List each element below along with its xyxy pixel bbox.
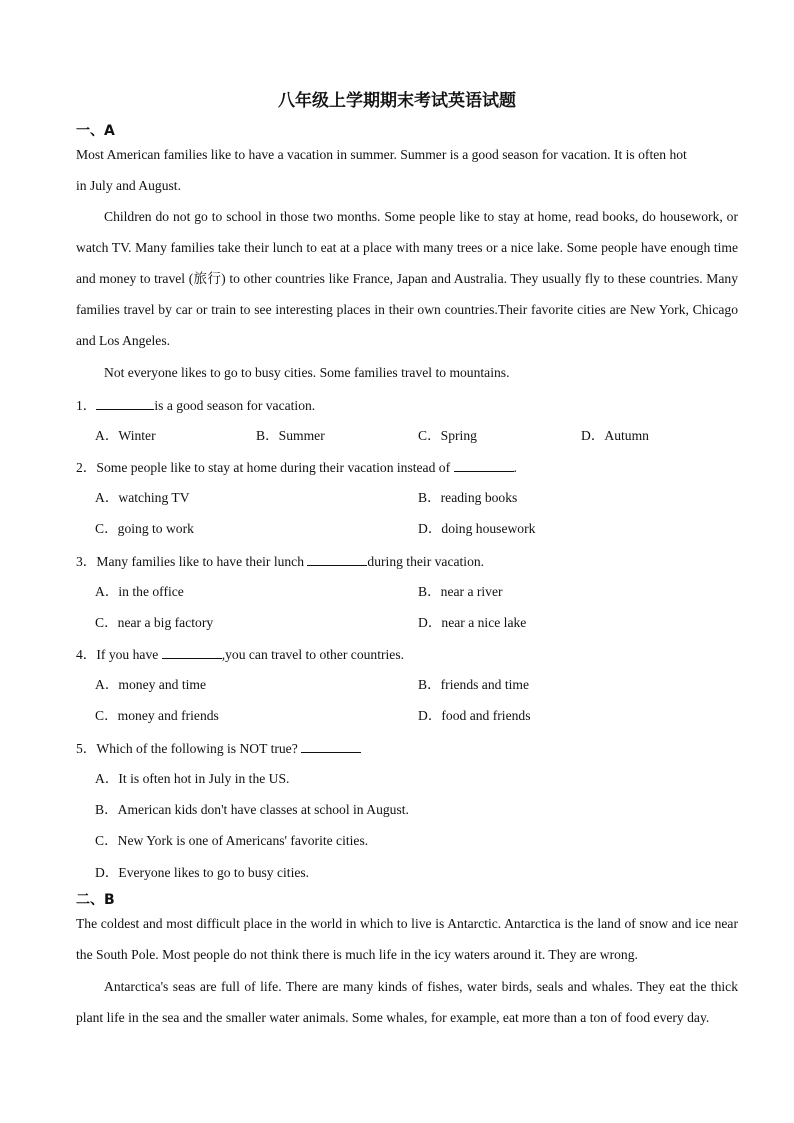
answer-blank	[96, 395, 154, 410]
option-5a: A．It is often hot in July in the US.	[95, 771, 290, 786]
option-3d: D．near a nice lake	[418, 615, 527, 630]
option-4c: C．money and friends	[95, 708, 219, 723]
passage-a-line-1: Most American families like to have a vacation in summer. Summer is a good season for vacation. It is often hot	[76, 147, 687, 162]
question-text: Many families like to have their lunch	[96, 554, 308, 569]
question-number: 4．	[76, 647, 97, 662]
question-text: If you have	[96, 647, 162, 662]
option-3c: C．near a big factory	[95, 615, 214, 630]
option-2a: A．watching TV	[95, 490, 190, 505]
option-5c: C．New York is one of Americans' favorite cities.	[95, 833, 369, 848]
answer-blank	[307, 551, 367, 566]
option-1b: B．Summer	[256, 428, 325, 443]
option-1c: C．Spring	[418, 428, 477, 443]
passage-a-paragraph-3: Not everyone likes to go to busy cities. Some families travel to mountains.	[104, 365, 510, 380]
question-number: 5．	[76, 741, 97, 756]
question-5	[76, 738, 361, 759]
option-4b: B．friends and time	[418, 677, 529, 692]
question-text: Which of the following is NOT true?	[96, 741, 302, 756]
section-a-heading: 一、A	[76, 123, 115, 139]
passage-a-line-2: in July and August.	[76, 178, 181, 193]
passage-b-paragraph-2: Antarctica's seas are full of life. There are many kinds of fishes, water birds, seals and whales. They eat the thick plant life in the sea and the smaller water animals. Some whales, for example, eat more than a ton of food every day.	[76, 979, 738, 1025]
answer-blank	[454, 457, 514, 472]
answer-blank	[301, 738, 361, 753]
option-4d: D．food and friends	[418, 708, 531, 723]
page-title: 八年级上学期期末考试英语试题	[278, 91, 516, 111]
question-text-end: ,you can travel to other countries.	[221, 647, 405, 662]
option-4a: A．money and time	[95, 677, 206, 692]
option-5b: B．American kids don't have classes at school in August.	[95, 802, 409, 817]
question-text: is a good season for vacation.	[154, 398, 316, 413]
option-5d: D．Everyone likes to go to busy cities.	[95, 865, 310, 880]
question-number: 2．	[76, 460, 97, 475]
question-text-end: during their vacation.	[367, 554, 485, 569]
question-number: 3．	[76, 554, 97, 569]
question-4	[76, 644, 404, 665]
passage-b-paragraph-1: The coldest and most difficult place in the world in which to live is Antarctic. Antarctica is the land of snow and ice near the South Pole. Most people do not think there is much life in the icy waters around it. They are wrong.	[76, 916, 738, 962]
option-3b: B．near a river	[418, 584, 503, 599]
option-1d: D．Autumn	[581, 428, 649, 443]
option-3a: A．in the office	[95, 584, 184, 599]
question-2	[76, 457, 517, 478]
section-b-heading: 二、B	[76, 892, 115, 908]
option-2c: C．going to work	[95, 521, 194, 536]
option-2b: B．reading books	[418, 490, 518, 505]
question-text-end: .	[513, 460, 517, 475]
passage-a-paragraph-2: Children do not go to school in those two months. Some people like to stay at home, read books, do housework, or watch TV. Many families take their lunch to eat at a place with many trees or a nice lake. Some people have enough time and money to travel (旅行) to other countries like France, Japan and Australia. They usually fly to these countries. Many families travel by car or train to see interesting places in their own countries.Their favorite cities are New York, Chicago and Los Angeles.	[76, 209, 738, 348]
question-1	[76, 395, 315, 416]
option-1a: A．Winter	[95, 428, 156, 443]
question-text: Some people like to stay at home during their vacation instead of	[96, 460, 454, 475]
question-number: 1．	[76, 398, 97, 413]
option-2d: D．doing housework	[418, 521, 536, 536]
question-3	[76, 551, 484, 572]
answer-blank	[162, 644, 222, 659]
